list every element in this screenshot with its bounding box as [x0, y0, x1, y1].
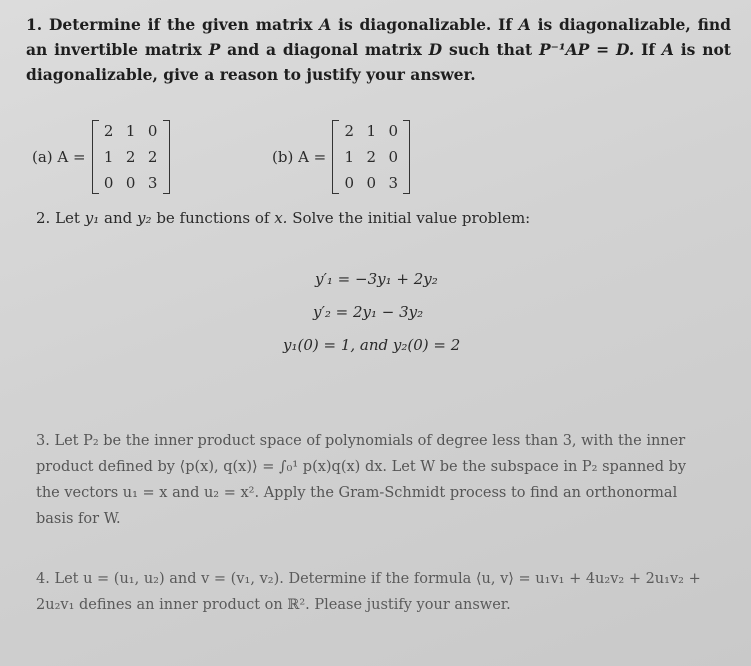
- initial-conditions: y₁(0) = 1, and y₂(0) = 2: [283, 336, 461, 354]
- matrix-cell: 1: [344, 148, 355, 166]
- matrix-cell: 1: [366, 122, 377, 140]
- var-x: x.: [274, 209, 288, 227]
- var-d: D: [428, 40, 443, 59]
- matrix-cell: 0: [103, 174, 114, 192]
- ode-equation-2: y′₂ = 2y₁ − 3y₂: [313, 303, 424, 321]
- question-2-text: Solve the initial value problem:: [292, 209, 531, 227]
- question-1-text: and a diagonal matrix: [227, 40, 422, 59]
- matrix-cell: 2: [147, 148, 158, 166]
- matrix-cell: 2: [344, 122, 355, 140]
- matrix-cell: 0: [366, 174, 377, 192]
- question-1-text: is not diagonalizable, give a reason to justify your answer.: [26, 40, 731, 84]
- question-2-number: 2.: [36, 209, 51, 227]
- question-1-text: is diagonalizable, find an invertible matrix: [26, 15, 731, 59]
- question-3-line: [36, 428, 726, 454]
- var-y2: y₂: [137, 209, 152, 227]
- matrix-row: [98, 170, 164, 196]
- matrix-cell: 0: [388, 122, 399, 140]
- question-2-text: Let: [55, 209, 80, 227]
- question-1: [26, 12, 731, 87]
- matrix-b: [332, 118, 410, 196]
- question-3-line: product defined by ⟨p(x), q(x)⟩ = ∫₀¹ p(x)q(x) dx. Let W be the subspace in P₂ spanned by: [36, 459, 687, 475]
- matrix-a: [92, 118, 170, 196]
- matrix-row: [98, 118, 164, 144]
- matrix-cell: 3: [147, 174, 158, 192]
- question-3-line: the vectors u₁ = x and u₂ = x². Apply the Gram-Schmidt process to find an orthonormal: [36, 485, 678, 501]
- question-4-text: Let u = (u₁, u₂) and v = (v₁, v₂). Determine if the formula ⟨u, v⟩ = u₁v₁ + 4u₂v₂ + 2u₁v₂ +: [54, 571, 701, 587]
- matrix-b-block: [272, 112, 410, 202]
- matrix-row: [98, 144, 164, 170]
- question-1-text: If: [641, 40, 656, 59]
- question-2-text: and: [104, 209, 133, 227]
- question-1-text: is diagonalizable. If: [338, 15, 513, 34]
- question-4-number: 4.: [36, 571, 50, 587]
- matrix-cell: 2: [103, 122, 114, 140]
- question-3: [36, 428, 726, 532]
- var-p: P: [208, 40, 221, 59]
- matrix-row: [338, 144, 404, 170]
- matrix-cell: 0: [388, 148, 399, 166]
- matrix-a-block: [32, 112, 170, 202]
- question-3-line: basis for W.: [36, 511, 121, 527]
- var-a: A: [661, 40, 674, 59]
- matrix-cell: 1: [125, 122, 136, 140]
- question-2-text: be functions of: [156, 209, 270, 227]
- matrix-cell: 2: [366, 148, 377, 166]
- matrix-cell: 0: [125, 174, 136, 192]
- var-a: A: [518, 15, 531, 34]
- question-4: [36, 566, 726, 618]
- question-3-number: 3.: [36, 433, 50, 449]
- question-2: [36, 206, 530, 231]
- matrix-row: [338, 170, 404, 196]
- var-a: A: [319, 15, 332, 34]
- matrix-cell: 1: [103, 148, 114, 166]
- question-1-text: Determine if the given matrix: [48, 15, 313, 34]
- matrix-row: [338, 118, 404, 144]
- question-1-number: 1.: [26, 15, 43, 34]
- equation-pap: P⁻¹AP = D.: [539, 40, 635, 59]
- var-y1: y₁: [84, 209, 100, 227]
- question-4-line: 2u₂v₁ defines an inner product on ℝ². Please justify your answer.: [36, 597, 511, 613]
- matrix-cell: 3: [388, 174, 399, 192]
- matrix-cell: 2: [125, 148, 136, 166]
- question-4-line: [36, 566, 726, 592]
- question-3-text: Let P₂ be the inner product space of polynomials of degree less than 3, with the inner: [54, 433, 686, 449]
- ode-equation-1: y′₁ = −3y₁ + 2y₂: [315, 270, 438, 288]
- matrix-a-label: (a) A =: [32, 148, 86, 166]
- question-1-text: such that: [448, 40, 533, 59]
- matrix-b-label: (b) A =: [272, 148, 327, 166]
- matrix-cell: 0: [344, 174, 355, 192]
- matrix-cell: 0: [147, 122, 158, 140]
